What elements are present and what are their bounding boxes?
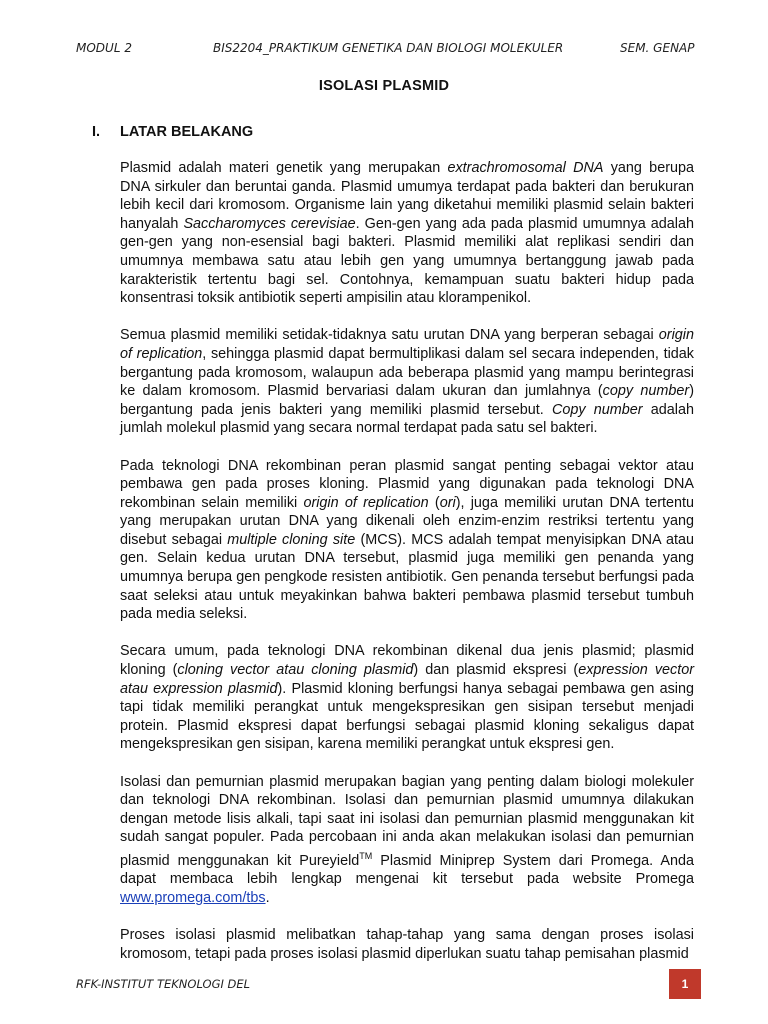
italic-term: ori [439, 494, 456, 511]
paragraph-4 [120, 642, 694, 754]
text-run: ( [428, 494, 440, 511]
section-number: I. [92, 124, 101, 140]
text-run: . [265, 889, 270, 906]
italic-term: origin of replication [120, 327, 694, 362]
text-run: yang berupa DNA sirkuler dan beruntai ganda. Plasmid umumya terdapat pada bakteri dan berukuran lebih kecil dari kromosom. Organisme lain yang diketahui memiliki plasmid selain bakteri hanyalah [120, 160, 694, 232]
paragraph-5 [120, 773, 694, 908]
text-run: Secara umum, pada teknologi DNA rekombinan dikenal dua jenis plasmid; plasmid kloning ( [120, 643, 694, 679]
text-run: , sehingga plasmid dapat bermultiplikasi dalam sel secara independen, tidak bergantung pada kromosom, walaupun ada beberapa plasmid yang mampu berintegrasi ke dalam kromosom. Plasmid bervariasi dalam ukuran dan jumlahnya ( [120, 345, 694, 400]
paragraph-2 [120, 326, 694, 438]
section-title: LATAR BELAKANG [120, 124, 254, 140]
header-semester: SEM. GENAP [620, 41, 695, 55]
document-title: ISOLASI PLASMID [318, 78, 450, 94]
trademark-mark: TM [359, 850, 373, 861]
italic-term: Copy number [551, 401, 643, 418]
text-run: Isolasi dan pemurnian plasmid merupakan bagian yang penting dalam biologi molekuler dan teknologi DNA rekombinan. Isolasi dan pemurnian plasmid umumnya dilakukan dengan metode lisis alkali, tapi saat ini isolasi dan pemurnian plasmid menggunakan kit sudah sangat populer. Pada percobaan ini anda akan melakukan isolasi dan pemurnian plasmid menggunakan kit Pureyield [120, 773, 694, 869]
text-run: . Gen-gen yang ada pada plasmid umumnya adalah gen-gen yang non-esensial bagi bakteri. Plasmid memiliki alat replikasi sendiri dan umumnya membawa satu atau lebih gen yang umumnya bertanggung jawab pada karakteristik tertentu bagi sel. Contohnya, kemampuan suatu bakteri hidup pada konsentrasi toksik antibiotik seperti ampisilin atau klorampenikol. [120, 215, 694, 307]
text-run: ), juga memiliki urutan DNA tertentu yang merupakan urutan DNA yang dikenali oleh enzim-enzim restriksi tertentu yang disebut sebagai [120, 494, 694, 548]
header-course: BIS2204_PRAKTIKUM GENETIKA DAN BIOLOGI MOLEKULER [213, 41, 564, 55]
promega-link[interactable]: www.promega.com/tbs [120, 889, 266, 906]
body-text [120, 159, 694, 982]
text-run: ) bergantung pada jenis bakteri yang memiliki plasmid tersebut. [120, 383, 694, 418]
italic-term: expression vector atau expression plasmid [120, 662, 695, 697]
footer-institution: RFK-INSTITUT TEKNOLOGI DEL [76, 977, 251, 991]
page-header [0, 41, 768, 61]
page-number-badge: 1 [669, 969, 701, 999]
text-run: Plasmid Miniprep System dari Promega. Anda dapat membaca lebih lengkap mengenai kit tersebut pada website Promega [120, 852, 694, 888]
section-heading [92, 124, 253, 140]
text-run: ). Plasmid kloning berfungsi hanya sebagai pembawa gen asing tapi tidak memiliki perangkat untuk mengekspresikan gen sisipan tersebut menjadi protein. Plasmid ekspresi dapat berfungsi sebagai plasmid kloning sekaligus dapat mengekspresikan gen sisipan, karena memiliki perangkat untuk ekspresi gen. [120, 680, 694, 753]
italic-term: origin of replication [303, 494, 429, 511]
text-run: adalah jumlah molekul plasmid yang secara normal terdapat pada satu sel bakteri. [120, 401, 694, 437]
italic-term: cloning vector atau cloning plasmid [177, 662, 414, 679]
italic-term: copy number [602, 383, 690, 400]
paragraph-3 [120, 457, 694, 624]
text-run: Semua plasmid memiliki setidak-tidaknya satu urutan DNA yang berperan sebagai [120, 327, 659, 344]
paragraph-6 [120, 926, 694, 963]
text-run: Pada teknologi DNA rekombinan peran plasmid sangat penting sebagai vektor atau pembawa gen pada proses kloning. Plasmid yang digunakan pada teknologi DNA rekombinan selain memiliki [120, 457, 694, 511]
italic-term: multiple cloning site [227, 531, 356, 548]
text-run: ) dan plasmid ekspresi ( [413, 662, 579, 679]
text-run: Proses isolasi plasmid melibatkan tahap-tahap yang sama dengan proses isolasi kromosom, tetapi pada proses isolasi plasmid diperlukan suatu tahap pemisahan plasmid [120, 927, 694, 962]
text-run: Plasmid adalah materi genetik yang merupakan [120, 160, 448, 176]
italic-term: extrachromosomal DNA [447, 160, 604, 176]
italic-term: Saccharomyces cerevisiae [183, 215, 356, 232]
text-run: (MCS). MCS adalah tempat menyisipkan DNA atau gen. Selain kedua urutan DNA tersebut, plasmid juga memiliki gen penanda yang umumnya berupa gen pengkode resisten antibiotik. Gen penanda tersebut berfungsi pada saat seleksi atau untuk meyakinkan bahwa bakteri pembawa plasmid tersebut tumbuh pada media seleksi. [120, 531, 694, 623]
header-module: MODUL 2 [76, 41, 132, 55]
paragraph-1 [120, 159, 694, 308]
